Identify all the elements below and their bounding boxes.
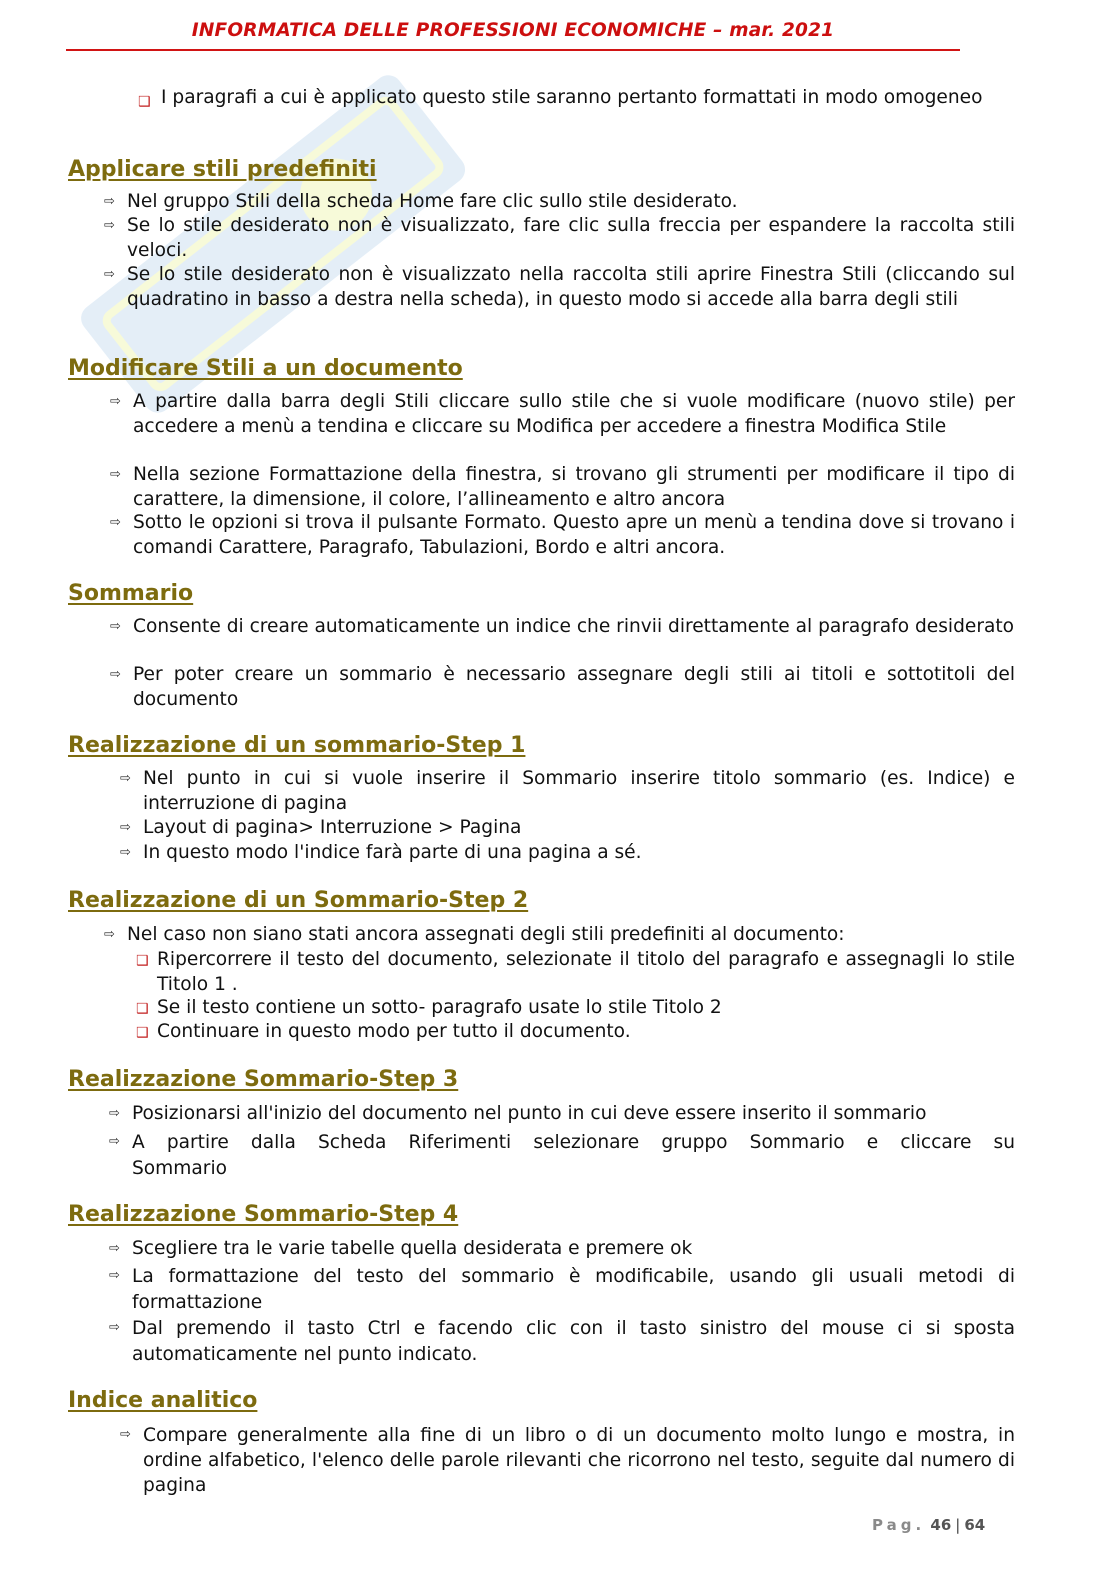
list-item: Scegliere tra le varie tabelle quella desiderata e premere ok bbox=[132, 1238, 693, 1259]
list-item: La formattazione del testo del sommario è modificabile, usando gli usuali metodi di formattazione bbox=[132, 1266, 1015, 1313]
list-item: Se lo stile desiderato non è visualizzato nella raccolta stili aprire Finestra Stili (cliccando sul quadratino in basso a destra nella scheda), in questo modo si accede alla barra degli stili bbox=[127, 264, 1015, 310]
section-heading: Realizzazione di un sommario-Step 1 bbox=[68, 733, 526, 758]
arrow-bullet-icon: ⇨ bbox=[120, 771, 131, 786]
list-item: Layout di pagina> Interruzione > Pagina bbox=[143, 817, 522, 838]
sub-list-item: Continuare in questo modo per tutto il documento. bbox=[157, 1021, 631, 1042]
page-label: Pag. bbox=[872, 1516, 926, 1534]
list-item: Nel caso non siano stati ancora assegnati degli stili predefiniti al documento: bbox=[127, 924, 845, 945]
section-heading: Realizzazione Sommario-Step 3 bbox=[68, 1067, 459, 1092]
section-heading: Realizzazione Sommario-Step 4 bbox=[68, 1202, 459, 1227]
arrow-bullet-icon: ⇨ bbox=[104, 218, 115, 233]
arrow-bullet-icon: ⇨ bbox=[120, 845, 131, 860]
arrow-bullet-icon: ⇨ bbox=[110, 394, 121, 409]
page-total: 64 bbox=[964, 1516, 986, 1534]
arrow-bullet-icon: ⇨ bbox=[110, 619, 121, 634]
list-item: Compare generalmente alla fine di un libro o di un documento molto lungo e mostra, in ordine alfabetico, l'elenco delle parole rilevanti che ricorrono nel testo, seguite dal numero di pagina bbox=[143, 1425, 1015, 1496]
page-footer bbox=[872, 1516, 985, 1534]
arrow-bullet-icon: ⇨ bbox=[110, 667, 121, 682]
list-item: Se lo stile desiderato non è visualizzato, fare clic sulla freccia per espandere la raccolta stili veloci. bbox=[127, 215, 1015, 261]
arrow-bullet-icon: ⇨ bbox=[110, 515, 121, 530]
page-separator: | bbox=[955, 1516, 961, 1534]
page-number: 46 bbox=[930, 1516, 952, 1534]
square-bullet-icon: ❑ bbox=[136, 1025, 149, 1041]
list-item: Sotto le opzioni si trova il pulsante Formato. Questo apre un menù a tendina dove si trovano i comandi Carattere, Paragrafo, Tabulazioni, Bordo e altri ancora. bbox=[133, 512, 1015, 558]
sub-list-item: Se il testo contiene un sotto- paragrafo usate lo stile Titolo 2 bbox=[157, 997, 722, 1018]
arrow-bullet-icon: ⇨ bbox=[109, 1134, 120, 1149]
arrow-bullet-icon: ⇨ bbox=[120, 820, 131, 835]
square-bullet-icon: ❑ bbox=[136, 1001, 149, 1017]
square-bullet-icon: ❑ bbox=[138, 94, 151, 110]
list-item: Nella sezione Formattazione della finestra, si trovano gli strumenti per modificare il tipo di carattere, la dimensione, il colore, l’allineamento e altro ancora bbox=[133, 464, 1015, 510]
section-heading: Indice analitico bbox=[68, 1388, 258, 1413]
list-item: Per poter creare un sommario è necessario assegnare degli stili ai titoli e sottotitoli del documento bbox=[133, 664, 1015, 710]
section-heading: Sommario bbox=[68, 581, 194, 606]
arrow-bullet-icon: ⇨ bbox=[110, 467, 121, 482]
intro-item: I paragrafi a cui è applicato questo stile saranno pertanto formattati in modo omogeneo bbox=[161, 87, 983, 108]
square-bullet-icon: ❑ bbox=[136, 953, 149, 969]
arrow-bullet-icon: ⇨ bbox=[104, 194, 115, 209]
arrow-bullet-icon: ⇨ bbox=[104, 267, 115, 282]
section-heading: Modificare Stili a un documento bbox=[68, 356, 463, 381]
list-item: In questo modo l'indice farà parte di una pagina a sé. bbox=[143, 842, 642, 863]
section-heading: Realizzazione di un Sommario-Step 2 bbox=[68, 888, 529, 913]
list-item: A partire dalla barra degli Stili cliccare sullo stile che si vuole modificare (nuovo stile) per accedere a menù a tendina e cliccare su Modifica per accedere a finestra Modifica Stile bbox=[133, 391, 1015, 437]
list-item: A partire dalla Scheda Riferimenti selezionare gruppo Sommario e cliccare su Sommario bbox=[132, 1132, 1015, 1179]
arrow-bullet-icon: ⇨ bbox=[120, 1427, 131, 1442]
list-item: Consente di creare automaticamente un indice che rinvii direttamente al paragrafo desiderato bbox=[133, 616, 1015, 637]
arrow-bullet-icon: ⇨ bbox=[109, 1106, 120, 1121]
list-item: Posizionarsi all'inizio del documento nel punto in cui deve essere inserito il sommario bbox=[132, 1103, 927, 1124]
list-item: Dal premendo il tasto Ctrl e facendo clic con il tasto sinistro del mouse ci si sposta automaticamente nel punto indicato. bbox=[132, 1318, 1015, 1365]
section-heading: Applicare stili predefiniti bbox=[68, 157, 377, 182]
arrow-bullet-icon: ⇨ bbox=[109, 1268, 120, 1283]
page-header-title: INFORMATICA DELLE PROFESSIONI ECONOMICHE – mar. 2021 bbox=[191, 20, 835, 41]
header-divider bbox=[66, 49, 960, 51]
arrow-bullet-icon: ⇨ bbox=[109, 1241, 120, 1256]
arrow-bullet-icon: ⇨ bbox=[104, 927, 115, 942]
list-item: Nel punto in cui si vuole inserire il Sommario inserire titolo sommario (es. Indice) e interruzione di pagina bbox=[143, 768, 1015, 814]
sub-list-item: Ripercorrere il testo del documento, selezionate il titolo del paragrafo e assegnagli lo stile Titolo 1 . bbox=[157, 949, 1015, 995]
list-item: Nel gruppo Stili della scheda Home fare clic sullo stile desiderato. bbox=[127, 191, 738, 212]
arrow-bullet-icon: ⇨ bbox=[109, 1320, 120, 1335]
